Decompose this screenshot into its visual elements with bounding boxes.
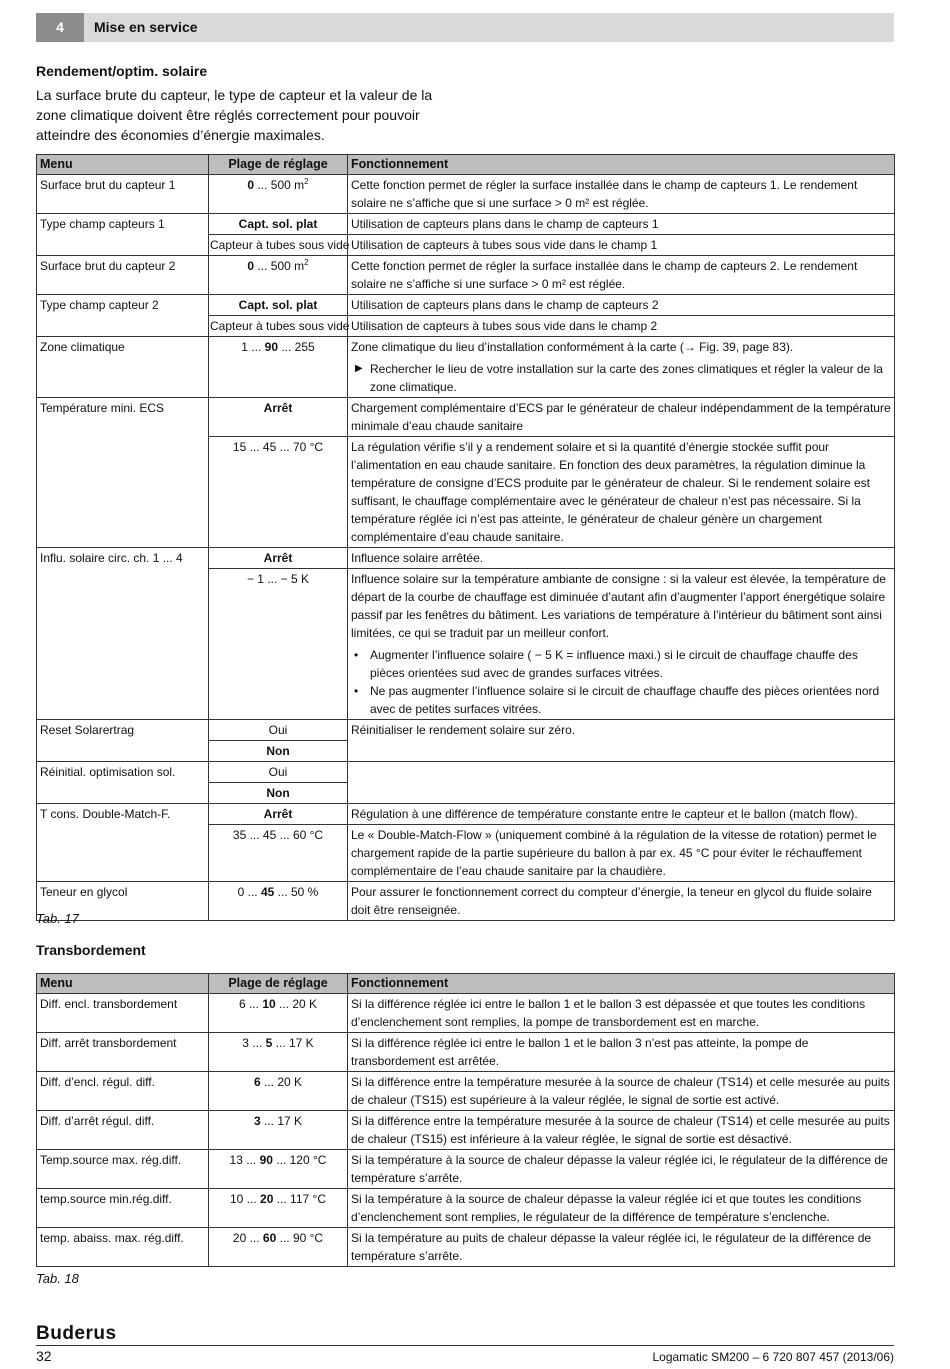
table-row <box>37 1111 895 1150</box>
function-cell: Réinitialiser le rendement solaire sur zéro. <box>348 720 895 762</box>
function-cell: Si la température au puits de chaleur dépasse la valeur réglée ici, le régulateur de la différence de température s’arrête. <box>348 1228 895 1267</box>
col-function: Fonctionnement <box>348 155 895 175</box>
range-cell: 35 ... 45 ... 60 °C <box>209 825 348 882</box>
chapter-header <box>36 13 894 42</box>
menu-cell: Influ. solaire circ. ch. 1 ... 4 <box>37 548 209 720</box>
range-cell: 20 ... 60 ... 90 °C <box>209 1228 348 1267</box>
table-row <box>37 398 895 437</box>
function-cell: Cette fonction permet de régler la surface installée dans le champ de capteurs 2. Le rendement solaire ne s’affiche si une surface > 0 m² est réglée. <box>348 256 895 295</box>
range-cell: − 1 ... − 5 K <box>209 569 348 720</box>
function-cell: Si la différence entre la température mesurée à la source de chaleur (TS14) et celle mesurée au puits de chaleur (TS15) est supérieure à la valeur réglée, le signal de sortie est activé. <box>348 1072 895 1111</box>
table-row <box>37 1072 895 1111</box>
table-row <box>37 1189 895 1228</box>
table-18-caption: Tab. 18 <box>36 1271 79 1286</box>
page-number: 32 <box>36 1348 52 1364</box>
function-cell: Si la température à la source de chaleur dépasse la valeur réglée ici et que toutes les conditions d’enclenchement sont remplies, le régulateur de la différence de température s’enclenche. <box>348 1189 895 1228</box>
function-cell: Si la température à la source de chaleur dépasse la valeur réglée ici, le régulateur de la différence de température s’arrête. <box>348 1150 895 1189</box>
table-17 <box>36 154 895 921</box>
section-title-solar: Rendement/optim. solaire <box>36 63 208 79</box>
function-cell: Influence solaire sur la température ambiante de consigne : si la valeur est élevée, la température de départ de la courbe de chauffage est diminuée d’autant afin d’augmenter l’apport énergétique solaire passif par les fenêtres du bâtiment. Les variations de température à l’intérieur du bâtiment sont ainsi limitées, ce qui se traduit par un meilleur confort. • Augmenter l’influence solaire ( − 5 K = influence maxi.) si le circuit de chauffage chauffe des pièces orientées sud avec de grandes surfaces vitrées. • Ne pas augmenter l’influence solaire si le circuit de chauffage chauffe des pièces orientées nord avec de petites surfaces vitrées. <box>348 569 895 720</box>
table-row <box>37 548 895 569</box>
range-cell: Arrêt <box>209 398 348 437</box>
function-cell: Cette fonction permet de régler la surface installée dans le champ de capteurs 1. Le rendement solaire ne s’affiche que si une surface > 0 m² est réglée. <box>348 175 895 214</box>
range-cell: 10 ... 20 ... 117 °C <box>209 1189 348 1228</box>
function-cell: Chargement complémentaire d’ECS par le générateur de chaleur indépendamment de la température minimale d’eau chaude sanitaire <box>348 398 895 437</box>
function-cell: Pour assurer le fonctionnement correct du compteur d’énergie, la teneur en glycol du fluide solaire doit être renseignée. <box>348 882 895 921</box>
table-row <box>37 175 895 214</box>
range-cell: 1 ... 90 ... 255 <box>209 337 348 398</box>
range-cell: 3 ... 17 K <box>209 1111 348 1150</box>
menu-cell: Réinitial. optimisation sol. <box>37 762 209 804</box>
section-intro: La surface brute du capteur, le type de capteur et la valeur de la zone climatique doivent être réglés correctement pour pouvoir atteindre des économies d’énergie maximales. <box>36 87 433 143</box>
menu-cell: Surface brut du capteur 2 <box>37 256 209 295</box>
menu-cell: temp.source min.rég.diff. <box>37 1189 209 1228</box>
range-cell: Capt. sol. plat <box>209 295 348 316</box>
footer-divider <box>36 1345 894 1346</box>
range-cell: 15 ... 45 ... 70 °C <box>209 437 348 548</box>
col-range: Plage de réglage <box>209 155 348 175</box>
range-cell: 13 ... 90 ... 120 °C <box>209 1150 348 1189</box>
range-cell: 6 ... 20 K <box>209 1072 348 1111</box>
table-header-row <box>37 155 895 175</box>
table-row <box>37 762 895 783</box>
table-row <box>37 720 895 741</box>
range-cell: Oui <box>209 762 348 783</box>
range-cell: Capteur à tubes sous vide <box>209 235 348 256</box>
function-cell: Le « Double-Match-Flow » (uniquement combiné à la régulation de la vitesse de rotation) permet le chargement rapide de la partie supérieure du ballon à par ex. 45 °C pour éviter le réchauffement complémentaire de l’eau chaude sanitaire par la chaudière. <box>348 825 895 882</box>
section-title-transfer: Transbordement <box>36 942 146 958</box>
menu-cell: Diff. encl. transbordement <box>37 994 209 1033</box>
bullet-list <box>351 646 891 718</box>
chapter-number: 4 <box>36 13 84 42</box>
table-row <box>37 337 895 398</box>
triangle-bullet-icon: ▶ <box>355 363 363 374</box>
menu-cell: T cons. Double-Match-F. <box>37 804 209 882</box>
function-cell: Zone climatique du lieu d’installation conformément à la carte (→ Fig. 39, page 83). ▶ Rechercher le lieu de votre installation sur la carte des zones climatiques et régler la valeur de la zone climatique. <box>348 337 895 398</box>
menu-cell: Diff. d’arrêt régul. diff. <box>37 1111 209 1150</box>
table-row <box>37 295 895 316</box>
buderus-logo: Buderus <box>36 1323 117 1344</box>
menu-cell: Diff. arrêt transbordement <box>37 1033 209 1072</box>
col-function: Fonctionnement <box>348 974 895 994</box>
col-menu: Menu <box>37 974 209 994</box>
range-cell: Capt. sol. plat <box>209 214 348 235</box>
range-cell: Arrêt <box>209 804 348 825</box>
function-cell: Utilisation de capteurs à tubes sous vide dans le champ 1 <box>348 235 895 256</box>
table-row <box>37 1150 895 1189</box>
menu-cell: Diff. d’encl. régul. diff. <box>37 1072 209 1111</box>
menu-cell: Teneur en glycol <box>37 882 209 921</box>
list-item: • Ne pas augmenter l’influence solaire si le circuit de chauffage chauffe des pièces orientées nord avec de petites surfaces vitrées. <box>354 684 880 716</box>
table-row <box>37 214 895 235</box>
function-cell: Utilisation de capteurs à tubes sous vide dans le champ 2 <box>348 316 895 337</box>
function-cell: Si la différence entre la température mesurée à la source de chaleur (TS14) et celle mesurée au puits de chaleur (TS15) est inférieure à la valeur réglée, le signal de sortie est désactivé. <box>348 1111 895 1150</box>
menu-cell: Type champ capteur 2 <box>37 295 209 337</box>
menu-cell: Surface brut du capteur 1 <box>37 175 209 214</box>
table-row <box>37 882 895 921</box>
range-cell: 0 ... 500 $m^2$ <box>209 175 348 214</box>
function-cell: Régulation à une différence de température constante entre le capteur et le ballon (match flow). <box>348 804 895 825</box>
list-item: • Augmenter l’influence solaire ( − 5 K = influence maxi.) si le circuit de chauffage chauffe des pièces orientées sud avec de grandes surfaces vitrées. <box>354 648 858 680</box>
table-row <box>37 256 895 295</box>
range-cell: 3 ... 5 ... 17 K <box>209 1033 348 1072</box>
range-cell: Capteur à tubes sous vide <box>209 316 348 337</box>
table-row <box>37 994 895 1033</box>
function-cell: Utilisation de capteurs plans dans le champ de capteurs 2 <box>348 295 895 316</box>
table-row <box>37 1228 895 1267</box>
range-cell: 0 ... 45 ... 50 % <box>209 882 348 921</box>
table-header-row <box>37 974 895 994</box>
col-menu: Menu <box>37 155 209 175</box>
table-row <box>37 1033 895 1072</box>
col-range: Plage de réglage <box>209 974 348 994</box>
menu-cell: Zone climatique <box>37 337 209 398</box>
range-cell: 0 ... 500 $m^2$ <box>209 256 348 295</box>
range-cell: Oui <box>209 720 348 741</box>
function-cell: Utilisation de capteurs plans dans le champ de capteurs 1 <box>348 214 895 235</box>
menu-cell: Type champ capteurs 1 <box>37 214 209 256</box>
range-cell: Non <box>209 741 348 762</box>
table-18 <box>36 973 895 1267</box>
function-cell: Si la différence réglée ici entre le ballon 1 et le ballon 3 n’est pas atteinte, la pompe de transbordement est arrêtée. <box>348 1033 895 1072</box>
menu-cell: Temp.source max. rég.diff. <box>37 1150 209 1189</box>
range-cell: 6 ... 10 ... 20 K <box>209 994 348 1033</box>
menu-cell: Température mini. ECS <box>37 398 209 548</box>
menu-cell: Reset Solarertrag <box>37 720 209 762</box>
table-row <box>37 804 895 825</box>
table-17-caption: Tab. 17 <box>36 911 79 926</box>
function-cell: La régulation vérifie s’il y a rendement solaire et si la quantité d’énergie stockée suffit pour l’alimentation en eau chaude sanitaire. En fonction des deux paramètres, la régulation diminue la température de consigne d’ECS produite par le générateur de chaleur. Si le rendement solaire est suffisant, le chauffage complémentaire avec le générateur de chaleur n’est pas nécessaire. Si la température réglée ici n’est pas atteinte, le générateur de chaleur génère un chargement complémentaire d’eau chaude sanitaire. <box>348 437 895 548</box>
instruction-note: ▶ Rechercher le lieu de votre installation sur la carte des zones climatiques et régler la valeur de la zone climatique. <box>355 362 883 394</box>
range-cell: Arrêt <box>209 548 348 569</box>
function-cell: Influence solaire arrêtée. <box>348 548 895 569</box>
document-reference: Logamatic SM200 – 6 720 807 457 (2013/06) <box>652 1350 894 1364</box>
function-cell: Si la différence réglée ici entre le ballon 1 et le ballon 3 est dépassée et que toutes les conditions d’enclenchement sont remplies, la pompe de transbordement est en marche. <box>348 994 895 1033</box>
range-cell: Non <box>209 783 348 804</box>
chapter-title: Mise en service <box>94 19 198 35</box>
function-cell <box>348 762 895 804</box>
menu-cell: temp. abaiss. max. rég.diff. <box>37 1228 209 1267</box>
